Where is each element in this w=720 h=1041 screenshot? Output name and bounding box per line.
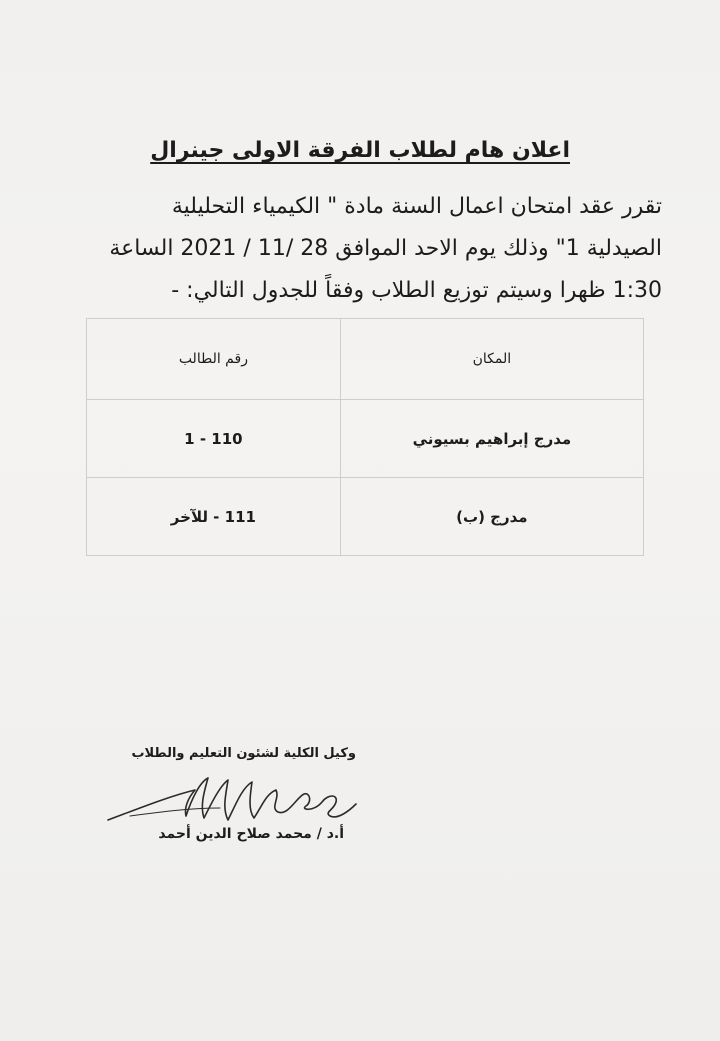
- handwritten-signature: [100, 768, 370, 828]
- row-2-place: مدرج (ب): [340, 478, 643, 556]
- announcement-line-1: تقرر عقد امتحان اعمال السنة مادة " الكيمياء التحليلية: [171, 194, 662, 219]
- row-2-student-number: 111 - للآخر: [87, 478, 341, 556]
- table-row: [87, 400, 644, 478]
- row-1-student-number: 1 - 110: [87, 400, 341, 478]
- signatory-role: وكيل الكلية لشئون التعليم والطلاب: [131, 746, 356, 761]
- announcement-body: [82, 186, 662, 312]
- announcement-line-2: الصيدلية 1" وذلك يوم الاحد الموافق 28 /11 / 2021 الساعة: [109, 236, 662, 261]
- signatory-name: أ.د / محمد صلاح الدين أحمد: [158, 826, 344, 842]
- table-header-row: [87, 319, 644, 400]
- announcement-line-3: 1:30 ظهرا وسيتم توزيع الطلاب وفقاً للجدول التالي: -: [171, 278, 662, 303]
- distribution-table: [86, 318, 644, 556]
- announcement-title: اعلان هام لطلاب الفرقة الاولى جينرال: [150, 138, 570, 163]
- row-1-place: مدرج إبراهيم بسيوني: [340, 400, 643, 478]
- header-place: المكان: [340, 319, 643, 400]
- table-row: [87, 478, 644, 556]
- header-student-number: رقم الطالب: [87, 319, 341, 400]
